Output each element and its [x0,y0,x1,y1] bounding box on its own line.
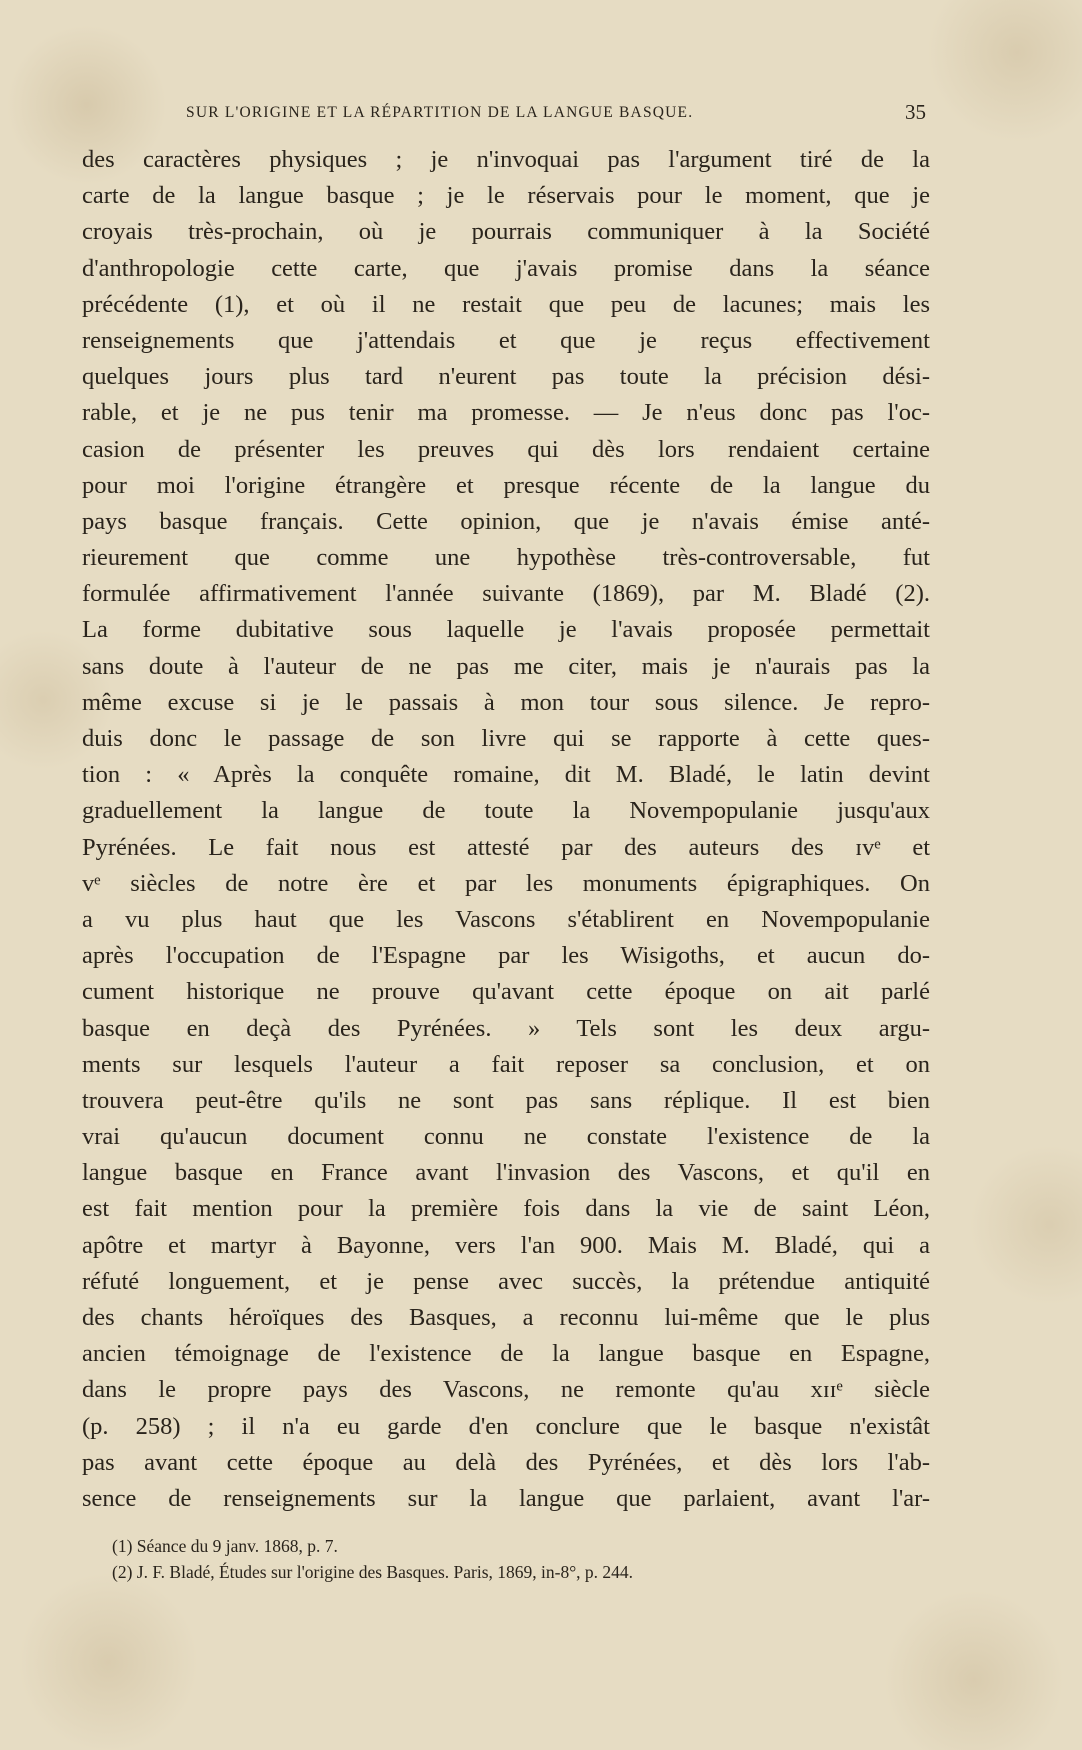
text-line: (p. 258) ; il n'a eu garde d'en conclure que le basque n'existât [82,1412,930,1440]
text-line: vᵉ siècles de notre ère et par les monuments épigraphiques. On [82,869,930,897]
text-line: duis donc le passage de son livre qui se rapporte à cette ques- [82,725,930,752]
text-line: carte de la langue basque ; je le réservais pour le moment, que je [82,182,930,210]
text-line: sans doute à l'auteur de ne pas me citer, mais je n'aurais pas la [82,652,930,680]
text-line: rieurement que comme une hypothèse très-controversable, fut [82,544,930,572]
text-line: réfuté longuement, et je pense avec succès, la prétendue antiquité [82,1267,930,1295]
footnote-1: (1) Séance du 9 janv. 1868, p. 7. [112,1536,338,1556]
text-line: La forme dubitative sous laquelle je l'avais proposée permettait [82,616,930,644]
text-line: ments sur lesquels l'auteur a fait reposer sa conclusion, et on [82,1050,930,1078]
text-line: est fait mention pour la première fois dans la vie de saint Léon, [82,1195,930,1223]
text-line: casion de présenter les preuves qui dès lors rendaient certaine [82,435,930,463]
text-line: pays basque français. Cette opinion, que je n'avais émise anté- [82,507,930,535]
text-line: après l'occupation de l'Espagne par les Wisigoths, et aucun do- [82,942,930,970]
text-line: langue basque en France avant l'invasion des Vascons, et qu'il en [82,1159,930,1187]
text-line: a vu plus haut que les Vascons s'établirent en Novempopulanie [82,905,930,933]
text-line: des caractères physiques ; je n'invoquai pas l'argument tiré de la [82,146,930,173]
text-line: cument historique ne prouve qu'avant cette époque on ait parlé [82,978,930,1006]
text-line: des chants héroïques des Basques, a reconnu lui-même que le plus [82,1304,930,1331]
text-line: dans le propre pays des Vascons, ne remonte qu'au xɪɪᵉ siècle [82,1376,930,1404]
text-line: croyais très-prochain, où je pourrais communiquer à la Société [82,218,930,246]
text-line: vrai qu'aucun document connu ne constate l'existence de la [82,1123,930,1151]
running-title: SUR L'ORIGINE ET LA RÉPARTITION DE LA LANGUE BASQUE. [186,104,694,121]
page-header [186,100,926,130]
text-line: renseignements que j'attendais et que je reçus effectivement [82,326,930,354]
text-line: graduellement la langue de toute la Novempopulanie jusqu'aux [82,797,930,825]
text-line: pas avant cette époque au delà des Pyrénées, et dès lors l'ab- [82,1448,930,1476]
text-line: précédente (1), et où il ne restait que peu de lacunes; mais les [82,290,930,318]
text-line: apôtre et martyr à Bayonne, vers l'an 900. Mais M. Bladé, qui a [82,1231,930,1259]
page-number: 35 [905,100,926,124]
text-line: basque en deçà des Pyrénées. » Tels sont les deux argu- [82,1014,930,1042]
text-line: sence de renseignements sur la langue que parlaient, avant l'ar- [82,1484,930,1512]
text-line: Pyrénées. Le fait nous est attesté par des auteurs des ɪvᵉ et [82,833,930,861]
body-text [82,142,930,1517]
text-line: pour moi l'origine étrangère et presque récente de la langue du [82,471,930,499]
text-line: ancien témoignage de l'existence de la langue basque en Espagne, [82,1340,930,1368]
text-line: rable, et je ne pus tenir ma promesse. — Je n'eus donc pas l'oc- [82,399,930,427]
text-line: tion : « Après la conquête romaine, dit M. Bladé, le latin devint [82,761,930,789]
text-line: trouvera peut-être qu'ils ne sont pas sans réplique. Il est bien [82,1086,930,1114]
text-line: quelques jours plus tard n'eurent pas toute la précision dési- [82,363,930,391]
text-line: formulée affirmativement l'année suivante (1869), par M. Bladé (2). [82,580,930,608]
footnotes [112,1533,902,1585]
footnote-2: (2) J. F. Bladé, Études sur l'origine des Basques. Paris, 1869, in-8°, p. 244. [112,1562,634,1582]
text-line: même excuse si je le passais à mon tour sous silence. Je repro- [82,688,930,716]
text-line: d'anthropologie cette carte, que j'avais promise dans la séance [82,254,930,282]
